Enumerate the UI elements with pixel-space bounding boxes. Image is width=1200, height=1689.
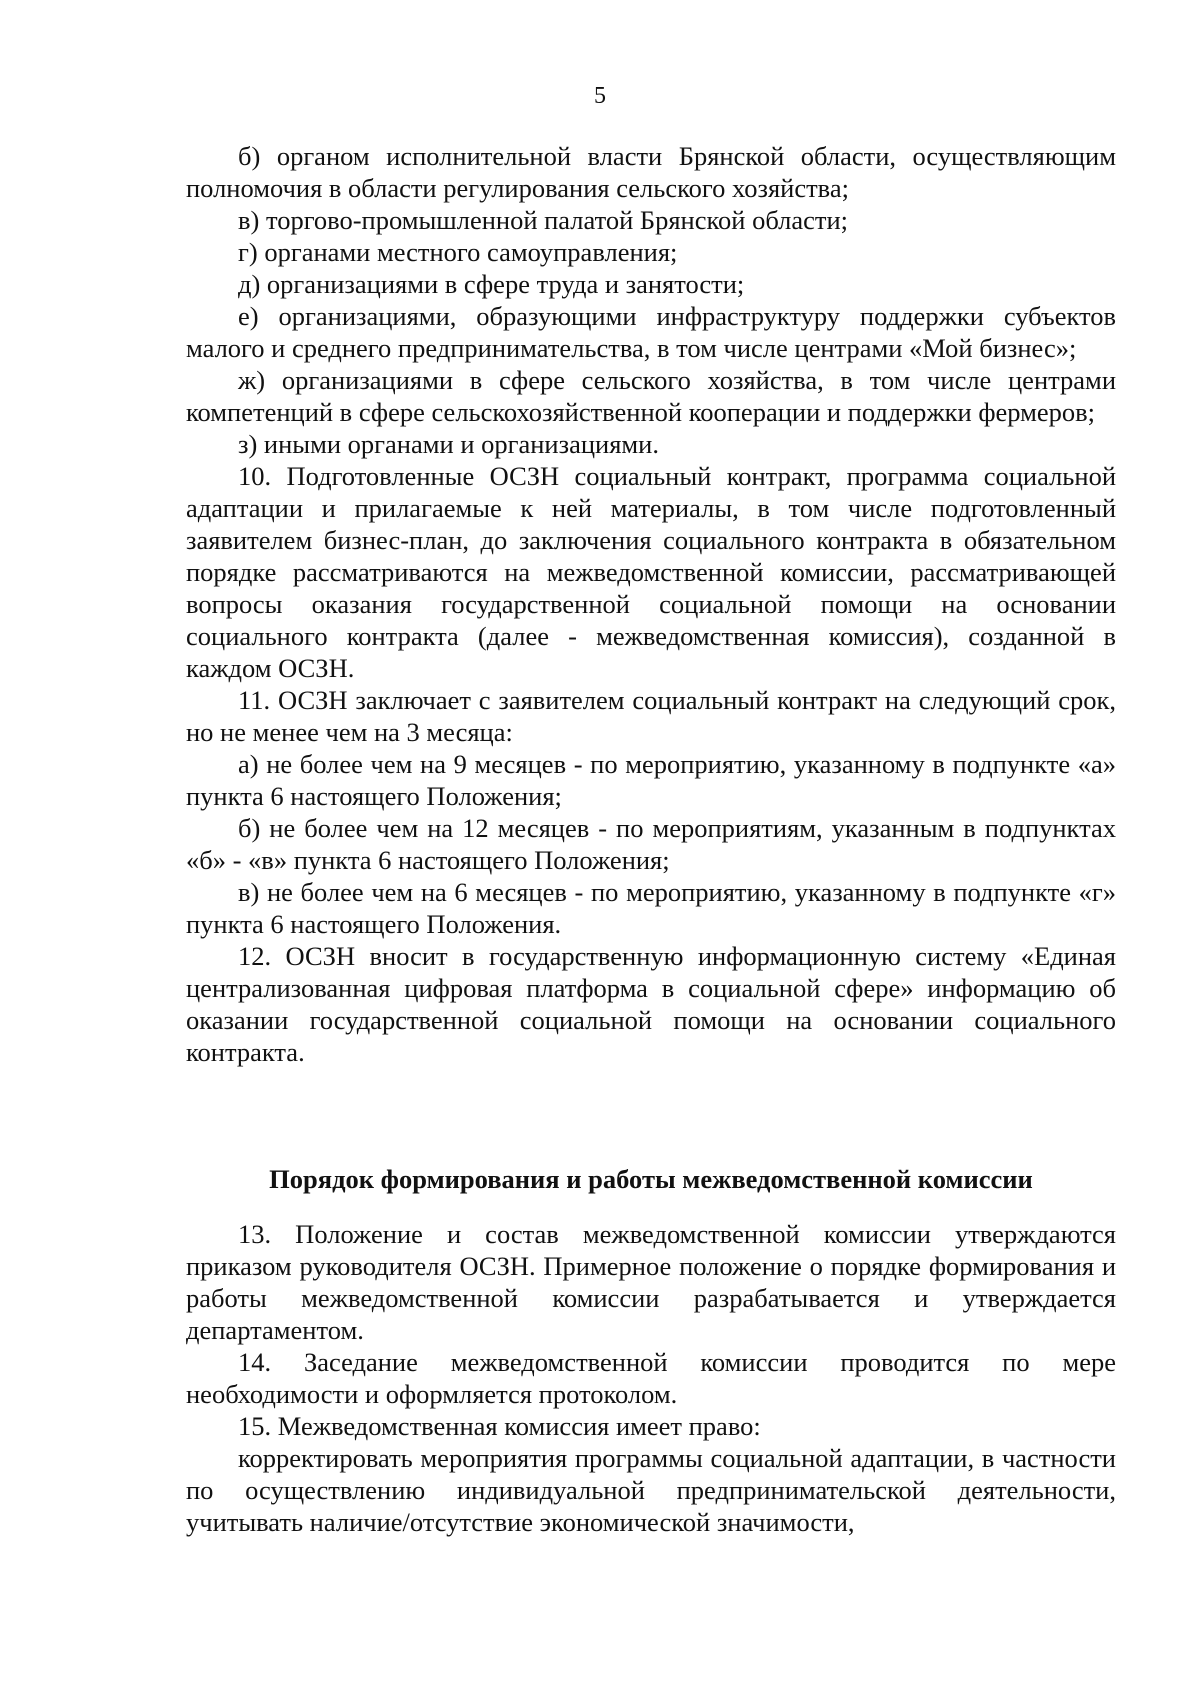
- paragraph-b-agriculture-authority: б) органом исполнительной власти Брянской области, осуществляющим полномочия в области регулирования сельского хозяйства;: [186, 141, 1116, 203]
- paragraph-g-local-government: г) органами местного самоуправления;: [238, 237, 678, 267]
- clause-11: 11. ОСЗН заключает с заявителем социальный контракт на следующий срок, но не менее чем на 3 месяца:: [186, 685, 1116, 747]
- paragraph-zh-agriculture-organizations: ж) организациями в сфере сельского хозяйства, в том числе центрами компетенций в сфере сельскохозяйственной кооперации и поддержки фермеров;: [186, 365, 1116, 427]
- clause-15-rights-item: корректировать мероприятия программы социальной адаптации, в частности по осуществлению индивидуальной предпринимательской деятельности, учитывать наличие/отсутствие экономической значимости,: [186, 1443, 1116, 1537]
- text-block-after-heading: [186, 1218, 1116, 1538]
- paragraph-e-business-support: е) организациями, образующими инфраструктуру поддержки субъектов малого и среднего предпринимательства, в том числе центрами «Мой бизнес»;: [186, 301, 1116, 363]
- clause-12: 12. ОСЗН вносит в государственную информационную систему «Единая централизованная цифровая платформа в социальной сфере» информацию об оказании государственной социальной помощи на основании социального контракта.: [186, 941, 1116, 1067]
- paragraph-z-other-bodies: з) иными органами и организациями.: [238, 429, 659, 459]
- clause-10: 10. Подготовленные ОСЗН социальный контракт, программа социальной адаптации и прилагаемые к ней материалы, в том числе подготовленный заявителем бизнес-план, до заключения социального контракта в обязательном порядке рассматриваются на межведомственной комиссии, рассматривающей вопросы оказания государственной социальной помощи на основании социального контракта (далее - межведомственная комиссия), созданной в каждом ОСЗН.: [186, 461, 1116, 683]
- text-block-before-heading: [186, 140, 1116, 1068]
- clause-14: 14. Заседание межведомственной комиссии проводится по мере необходимости и оформляется протоколом.: [186, 1347, 1116, 1409]
- clause-11-a: а) не более чем на 9 месяцев - по мероприятию, указанному в подпункте «а» пункта 6 настоящего Положения;: [186, 749, 1116, 811]
- paragraph-d-labor-organizations: д) организациями в сфере труда и занятости;: [238, 269, 745, 299]
- clause-13: 13. Положение и состав межведомственной комиссии утверждаются приказом руководителя ОСЗН. Примерное положение о порядке формирования и работы межведомственной комиссии разрабатывается и утверждается департаментом.: [186, 1219, 1116, 1345]
- paragraph-v-chamber-of-commerce: в) торгово-промышленной палатой Брянской области;: [238, 205, 849, 235]
- clause-15: 15. Межведомственная комиссия имеет право:: [238, 1411, 761, 1441]
- page-number: 5: [594, 83, 606, 109]
- clause-11-b: б) не более чем на 12 месяцев - по мероприятиям, указанным в подпунктах «б» - «в» пункта 6 настоящего Положения;: [186, 813, 1116, 875]
- section-heading: Порядок формирования и работы межведомственной комиссии: [269, 1164, 1033, 1194]
- clause-11-v: в) не более чем на 6 месяцев - по мероприятию, указанному в подпункте «г» пункта 6 настоящего Положения.: [186, 877, 1116, 939]
